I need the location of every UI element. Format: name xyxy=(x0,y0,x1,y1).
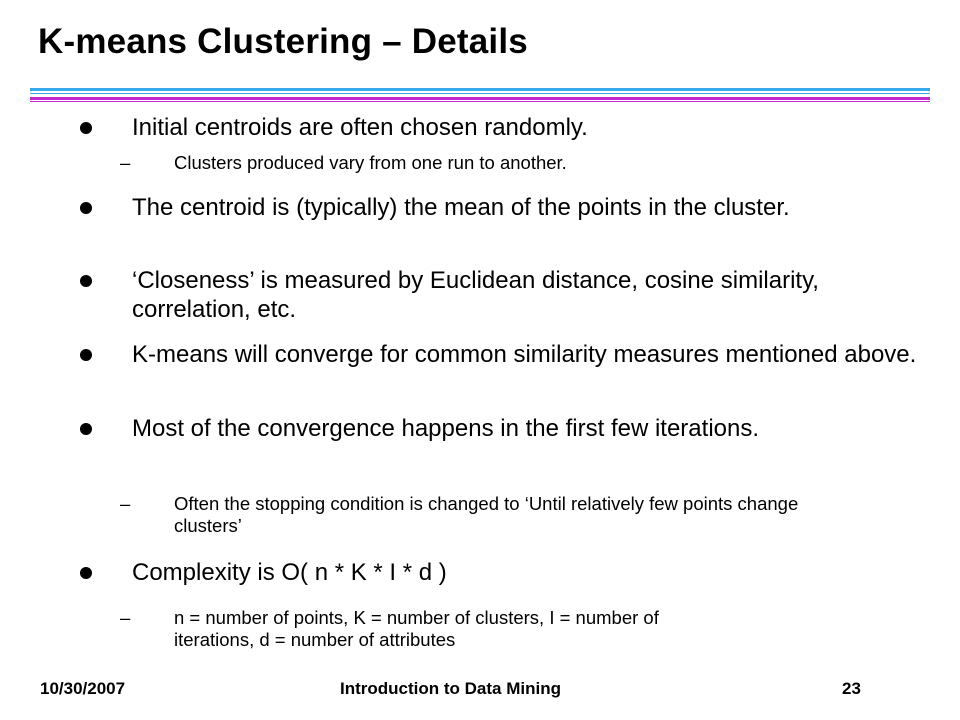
bullet-dot-icon xyxy=(80,423,92,435)
slide-title: K-means Clustering – Details xyxy=(38,22,528,61)
sub-bullet-complexity-terms: n = number of points, K = number of clusters, I = number of iterations, d = number of attributes xyxy=(174,607,659,650)
sub-bullet-clusters-vary: Clusters produced vary from one run to another. xyxy=(174,152,567,173)
bullet-dot-icon xyxy=(80,275,92,287)
title-rule-magenta xyxy=(30,97,930,100)
bullet-converge: K-means will converge for common similarity measures mentioned above. xyxy=(132,341,917,368)
bullet-convergence-iterations: Most of the convergence happens in the first few iterations. xyxy=(132,415,760,442)
title-rule-blue xyxy=(30,88,930,91)
bullet-closeness: ‘Closeness’ is measured by Euclidean distance, cosine similarity, correlation, etc. xyxy=(132,267,819,323)
bullet-dot-icon xyxy=(80,202,92,214)
title-rule-blue-thin xyxy=(30,93,930,94)
sub-bullet-dash-icon: – xyxy=(120,607,131,628)
bullet-complexity: Complexity is O( n * K * I * d ) xyxy=(132,559,447,586)
bullet-dot-icon xyxy=(80,349,92,361)
bullet-dot-icon xyxy=(80,122,92,134)
bullet-dot-icon xyxy=(80,567,92,579)
sub-bullet-dash-icon: – xyxy=(120,152,131,173)
bullet-initial-centroids: Initial centroids are often chosen randomly. xyxy=(132,114,588,141)
sub-bullet-stopping-condition: Often the stopping condition is changed to ‘Until relatively few points change clusters’ xyxy=(174,493,799,536)
sub-bullet-dash-icon: – xyxy=(120,493,131,514)
bullet-centroid-mean: The centroid is (typically) the mean of the points in the cluster. xyxy=(132,194,790,221)
footer-date: 10/30/2007 xyxy=(40,679,126,698)
footer-course-title: Introduction to Data Mining xyxy=(340,679,561,698)
footer-page-number: 23 xyxy=(842,679,861,698)
title-rule-magenta-thin xyxy=(30,101,930,102)
